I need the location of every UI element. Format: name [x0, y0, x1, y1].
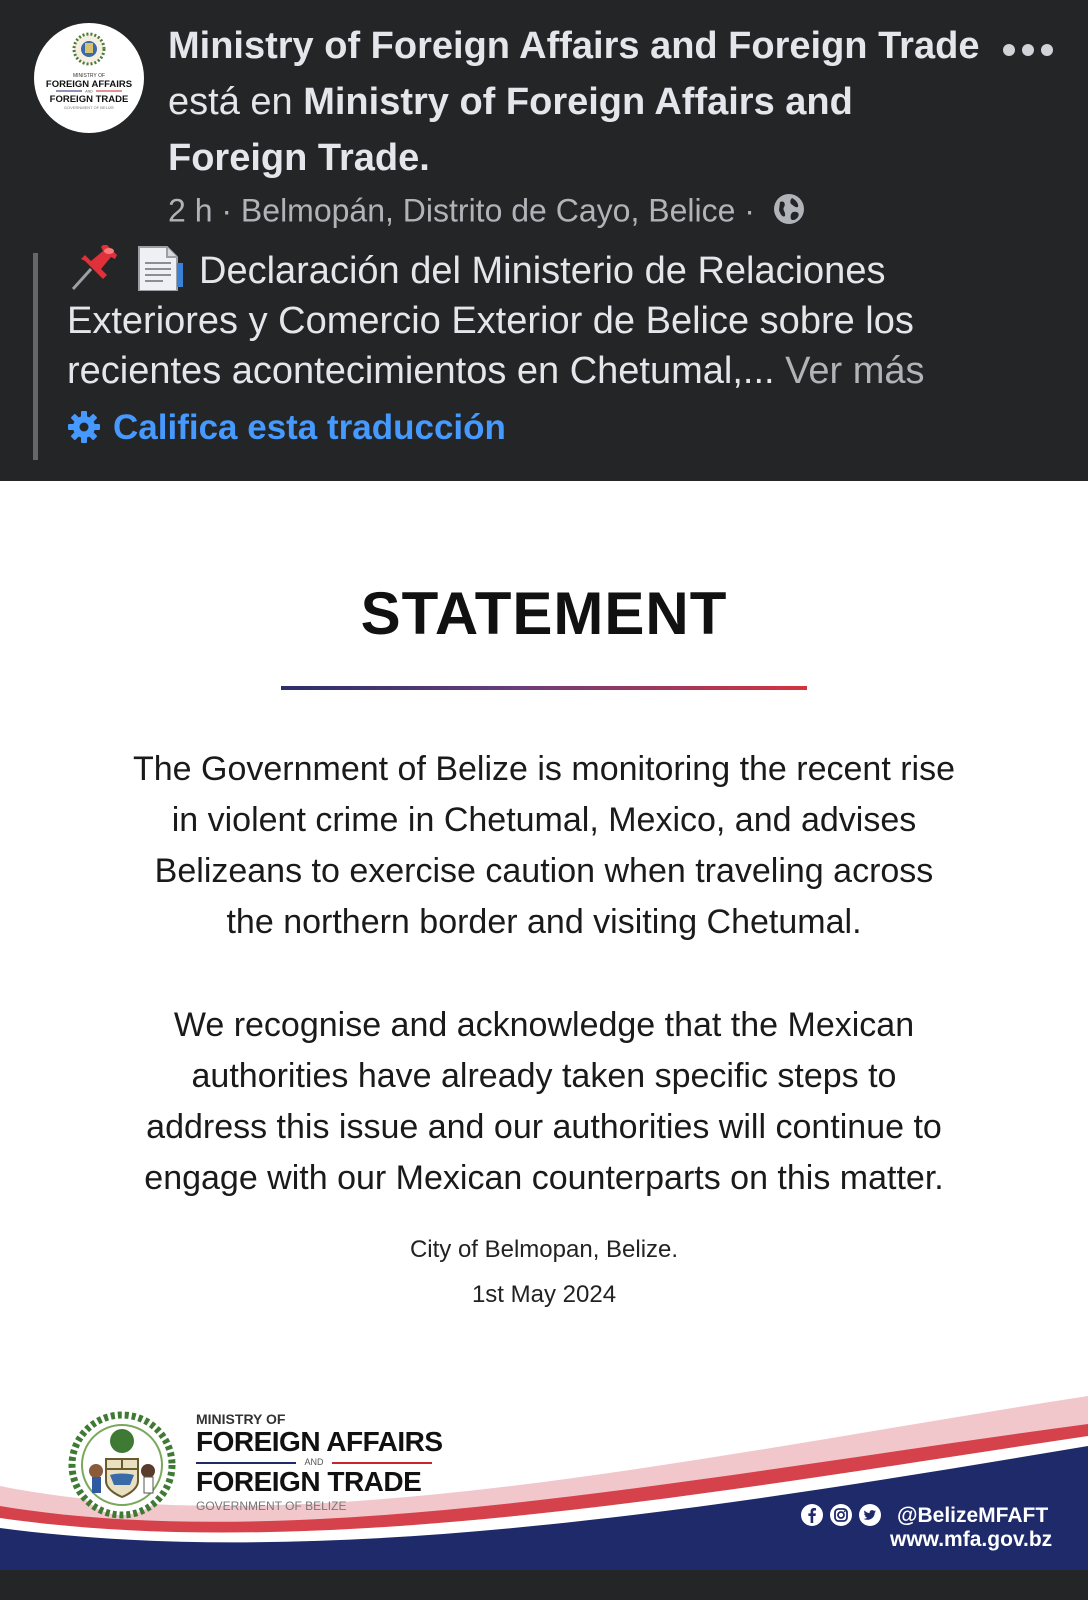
pushpin-emoji — [67, 245, 119, 291]
globe-icon[interactable] — [772, 192, 806, 226]
statement-city: City of Belmopan, Belize. — [409, 1236, 679, 1263]
bottom-strip — [0, 1570, 1088, 1600]
location-name-link[interactable]: Ministry of Foreign Affairs and Foreign Trade. — [168, 81, 853, 179]
post-connector: está en — [168, 81, 293, 123]
avatar-government: GOVERNMENT OF BELIZE — [63, 105, 115, 110]
post-meta — [168, 186, 806, 233]
footer-foreign-affairs: FOREIGN AFFAIRS — [196, 1426, 443, 1457]
belize-coat-of-arms-icon — [68, 1411, 176, 1519]
title-divider — [281, 686, 807, 690]
post-location[interactable]: Belmopán, Distrito de Cayo, Belice — [240, 192, 736, 229]
footer-and: AND — [196, 1457, 432, 1467]
page-avatar[interactable] — [34, 23, 144, 133]
page-name-link[interactable]: Ministry of Foreign Affairs and Foreign Trade — [168, 25, 980, 67]
statement-date: 1st May 2024 — [471, 1281, 617, 1308]
post-title — [168, 18, 988, 186]
post-header — [0, 0, 1088, 481]
rate-translation-label: Califica esta traducción — [113, 408, 506, 447]
avatar-foreign-affairs: FOREIGN AFFAIRS — [45, 79, 133, 90]
instagram-icon — [829, 1503, 853, 1527]
twitter-icon — [858, 1503, 882, 1527]
translation-quote-bar — [33, 253, 38, 460]
see-more-link[interactable]: Ver más — [785, 350, 925, 392]
website-url: www.mfa.gov.bz — [890, 1528, 1053, 1551]
meta-separator: · — [221, 192, 233, 229]
social-handle: @BelizeMFAFT — [897, 1504, 1049, 1527]
paragraph-line: in violent crime in Chetumal, Mexico, and advises — [171, 801, 917, 839]
document-emoji — [133, 245, 185, 291]
footer-ministry-logo — [196, 1411, 446, 1513]
footer-foreign-trade: FOREIGN TRADE — [196, 1466, 422, 1497]
statement-image[interactable] — [0, 481, 1088, 1570]
statement-paragraph-1 — [50, 744, 1038, 948]
statement-title: STATEMENT — [360, 580, 728, 647]
social-row — [800, 1503, 1048, 1528]
paragraph-line: We recognise and acknowledge that the Mexican — [173, 1006, 915, 1044]
avatar-ministry-of: MINISTRY OF — [72, 73, 106, 79]
facebook-icon — [800, 1503, 824, 1527]
footer-government: GOVERNMENT OF BELIZE — [196, 1499, 347, 1513]
paragraph-line: engage with our Mexican counterparts on this matter. — [144, 1159, 944, 1197]
footer-ministry-of: MINISTRY OF — [196, 1411, 286, 1427]
avatar-and: AND — [85, 89, 93, 94]
avatar-foreign-trade: FOREIGN TRADE — [49, 94, 129, 105]
paragraph-line: The Government of Belize is monitoring the recent rise — [132, 750, 956, 788]
gear-icon — [67, 410, 101, 444]
paragraph-line: authorities have already taken specific steps to — [191, 1057, 897, 1095]
post-time[interactable]: 2 h — [168, 192, 213, 229]
post-text — [67, 245, 1067, 396]
more-options-icon — [1000, 38, 1056, 62]
paragraph-line: Belizeans to exercise caution when traveling across — [154, 852, 934, 890]
paragraph-line: the northern border and visiting Chetumal. — [226, 903, 862, 941]
more-options-button[interactable] — [1000, 38, 1056, 62]
post-body-text: Declaración del Ministerio de Relaciones Exteriores y Comercio Exterior de Belice sobre los recientes acontecimientos en Chetumal,... — [67, 250, 914, 392]
ministry-logo-icon — [34, 23, 144, 133]
statement-paragraph-2 — [50, 1000, 1038, 1204]
paragraph-line: address this issue and our authorities will continue to — [146, 1108, 942, 1146]
rate-translation-link[interactable] — [67, 404, 506, 452]
meta-separator: · — [744, 192, 755, 229]
